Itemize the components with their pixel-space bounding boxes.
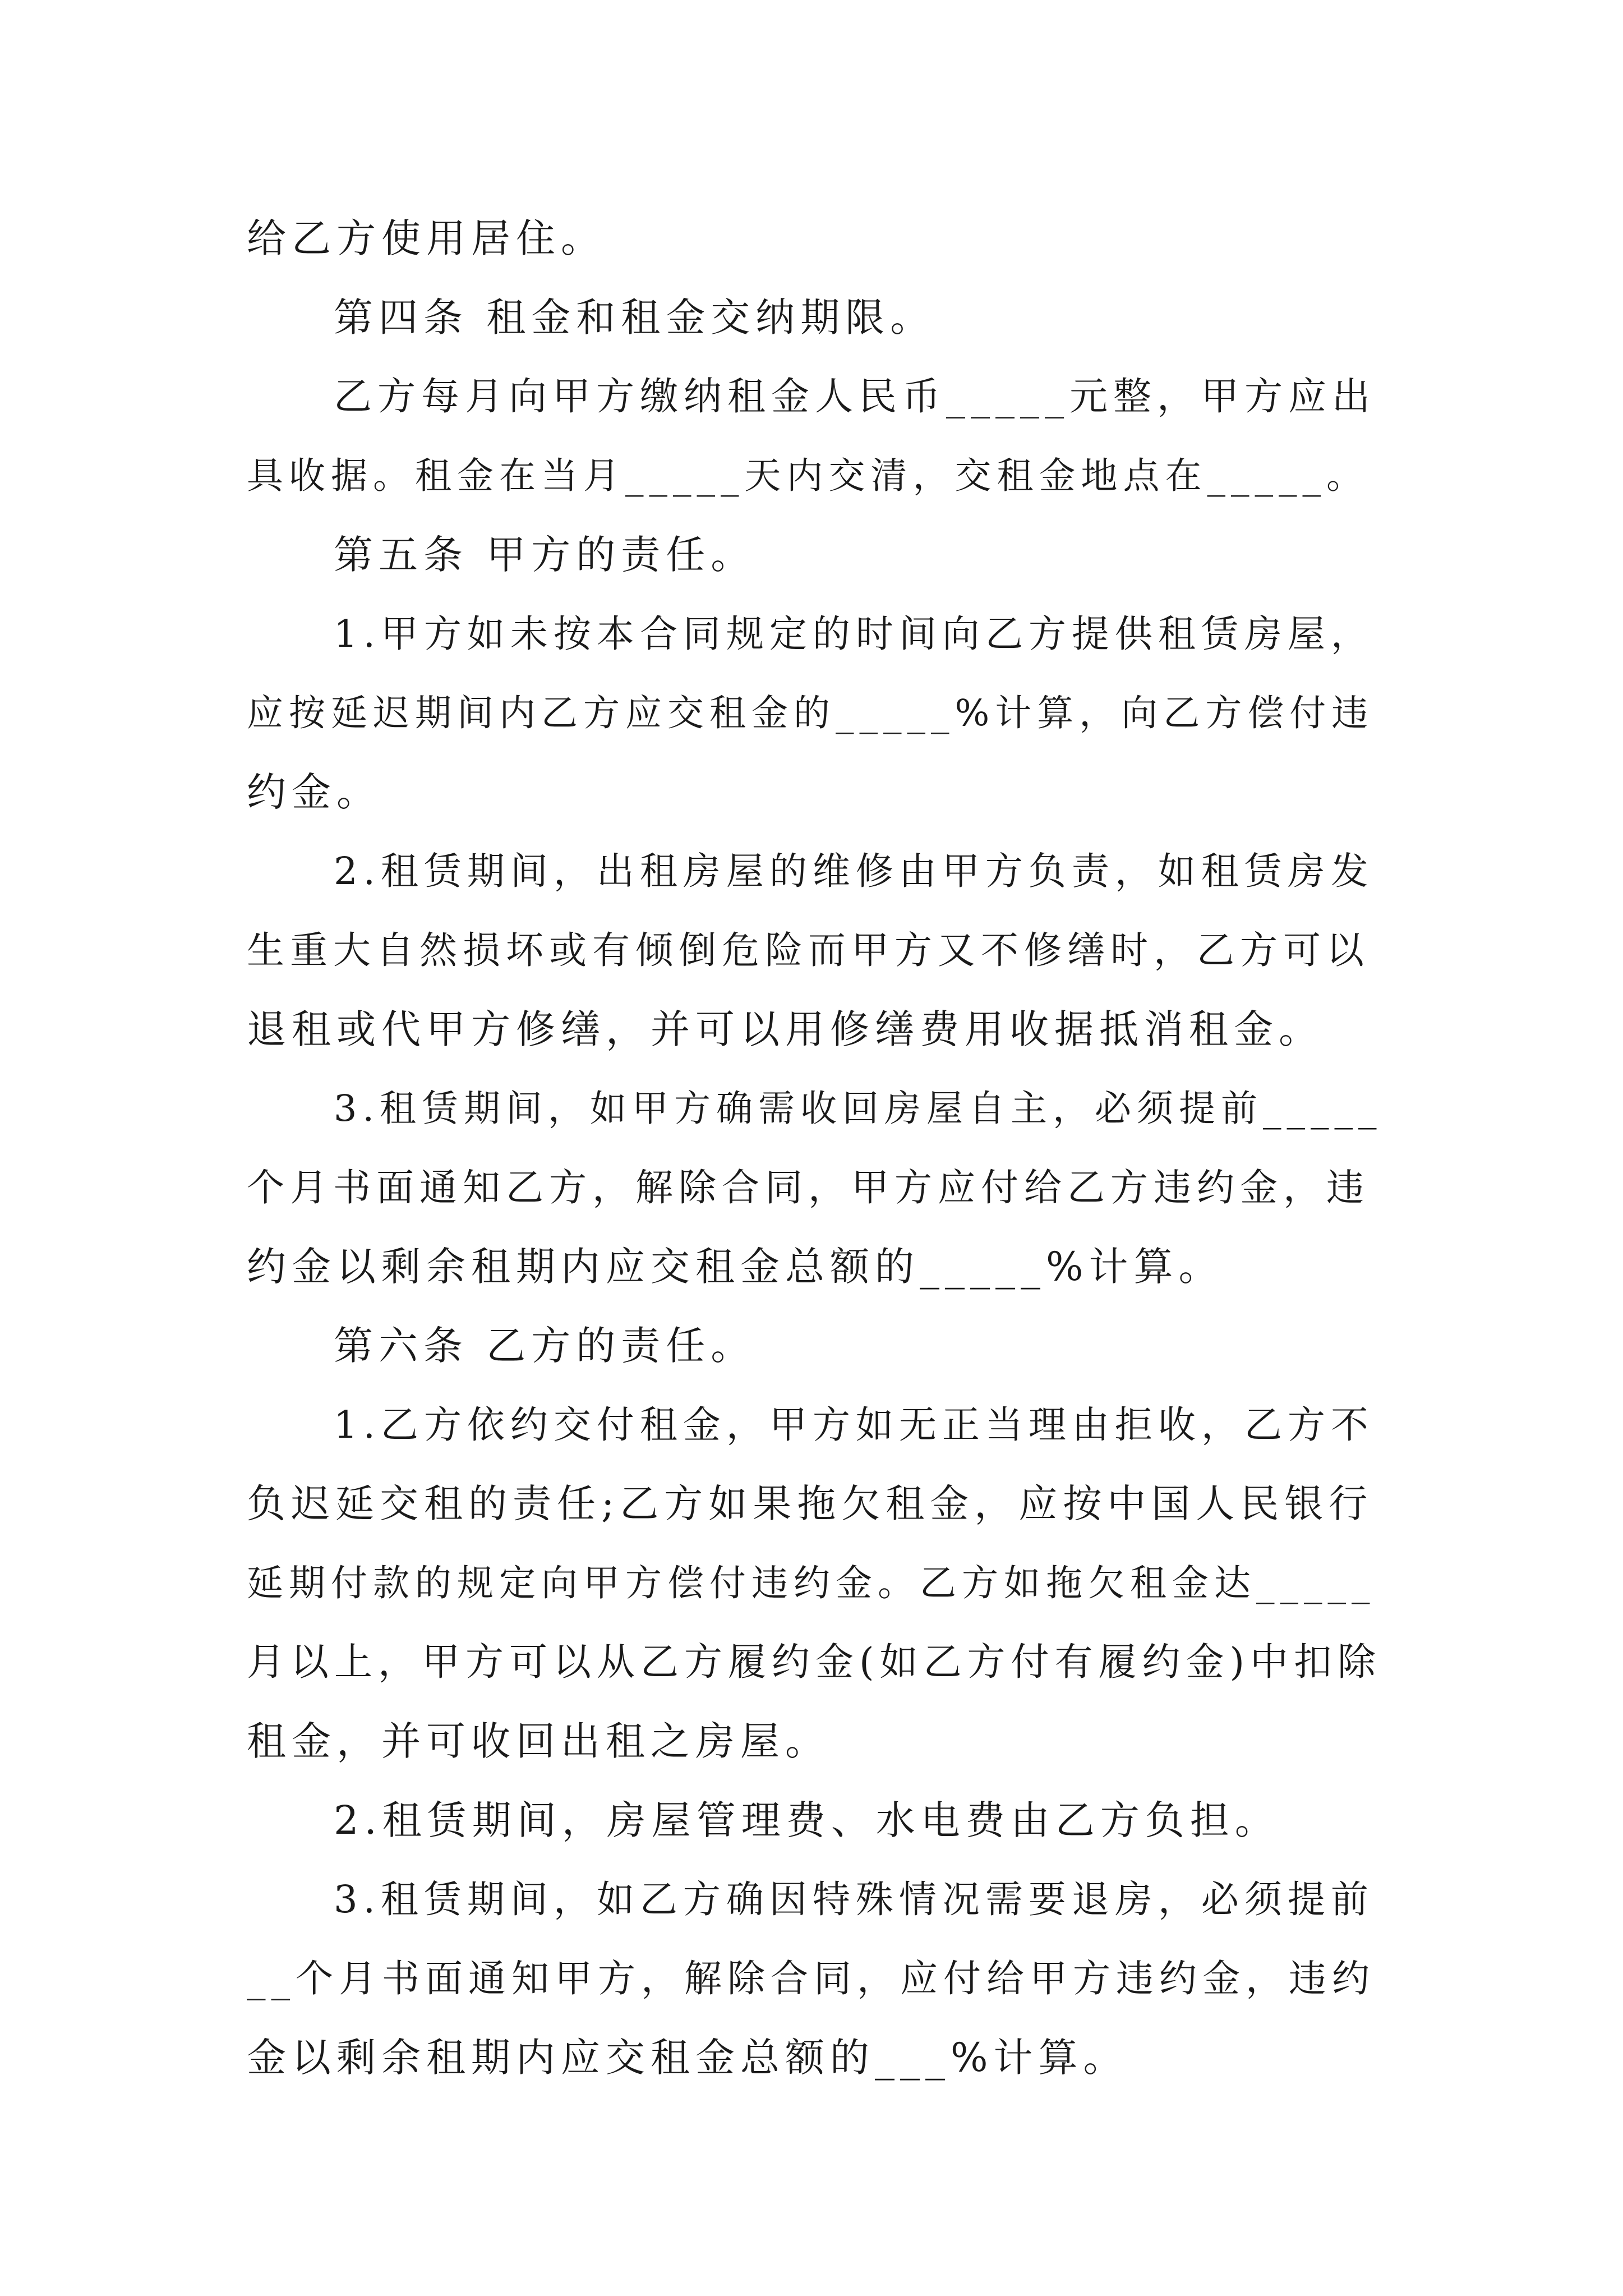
text-line: __个月书面通知甲方，解除合同，应付给甲方违约金，违约 <box>247 1957 1375 2000</box>
article-5-heading: 第五条 甲方的责任。 <box>334 532 756 578</box>
text-line: 3.租赁期间，如乙方确因特殊情况需要退房，必须提前 <box>334 1878 1374 1921</box>
text-line: 给乙方使用居住。 <box>247 215 606 261</box>
text-line: 个月书面通知乙方，解除合同，甲方应付给乙方违约金，违 <box>247 1166 1370 1209</box>
text-line: 1.甲方如未按本合同规定的时间向乙方提供租赁房屋， <box>334 612 1374 656</box>
text-line: 生重大自然损坏或有倾倒危险而甲方又不修缮时，乙方可以 <box>247 928 1370 972</box>
text-line: 约金。 <box>247 769 381 815</box>
text-line: 2.租赁期间，出租房屋的维修由甲方负责，如租赁房发 <box>334 849 1374 893</box>
text-line: 乙方每月向甲方缴纳租金人民币_____元整，甲方应出 <box>334 375 1376 419</box>
document-body <box>247 199 1382 2097</box>
article-4-heading: 第四条 租金和租金交纳期限。 <box>334 295 935 341</box>
text-line: 月以上，甲方可以从乙方履约金(如乙方付有履约金)中扣除 <box>247 1640 1382 1685</box>
article-6-heading: 第六条 乙方的责任。 <box>334 1323 756 1369</box>
text-line: 退租或代甲方修缮，并可以用修缮费用收据抵消租金。 <box>247 1006 1324 1052</box>
text-line: 约金以剩余租期内应交租金总额的_____%计算。 <box>247 1244 1224 1290</box>
text-line: 3.租赁期间，如甲方确需收回房屋自主，必须提前_____ <box>334 1088 1382 1130</box>
text-line: 延期付款的规定向甲方偿付违约金。乙方如拖欠租金达_____ <box>247 1562 1376 1604</box>
text-line: 负迟延交租的责任;乙方如果拖欠租金，应按中国人民银行 <box>247 1481 1373 1526</box>
text-line: 应按延迟期间内乙方应交租金的_____%计算，向乙方偿付违 <box>247 692 1374 734</box>
text-line: 1.乙方依约交付租金，甲方如无正当理由拒收，乙方不 <box>334 1403 1374 1447</box>
text-line: 具收据。租金在当月_____天内交清，交租金地点在_____。 <box>247 455 1369 497</box>
text-line: 2.租赁期间，房屋管理费、水电费由乙方负担。 <box>334 1797 1280 1843</box>
text-line: 租金，并可收回出租之房屋。 <box>247 1718 830 1764</box>
text-line: 金以剩余租期内应交租金总额的___%计算。 <box>247 2035 1128 2081</box>
